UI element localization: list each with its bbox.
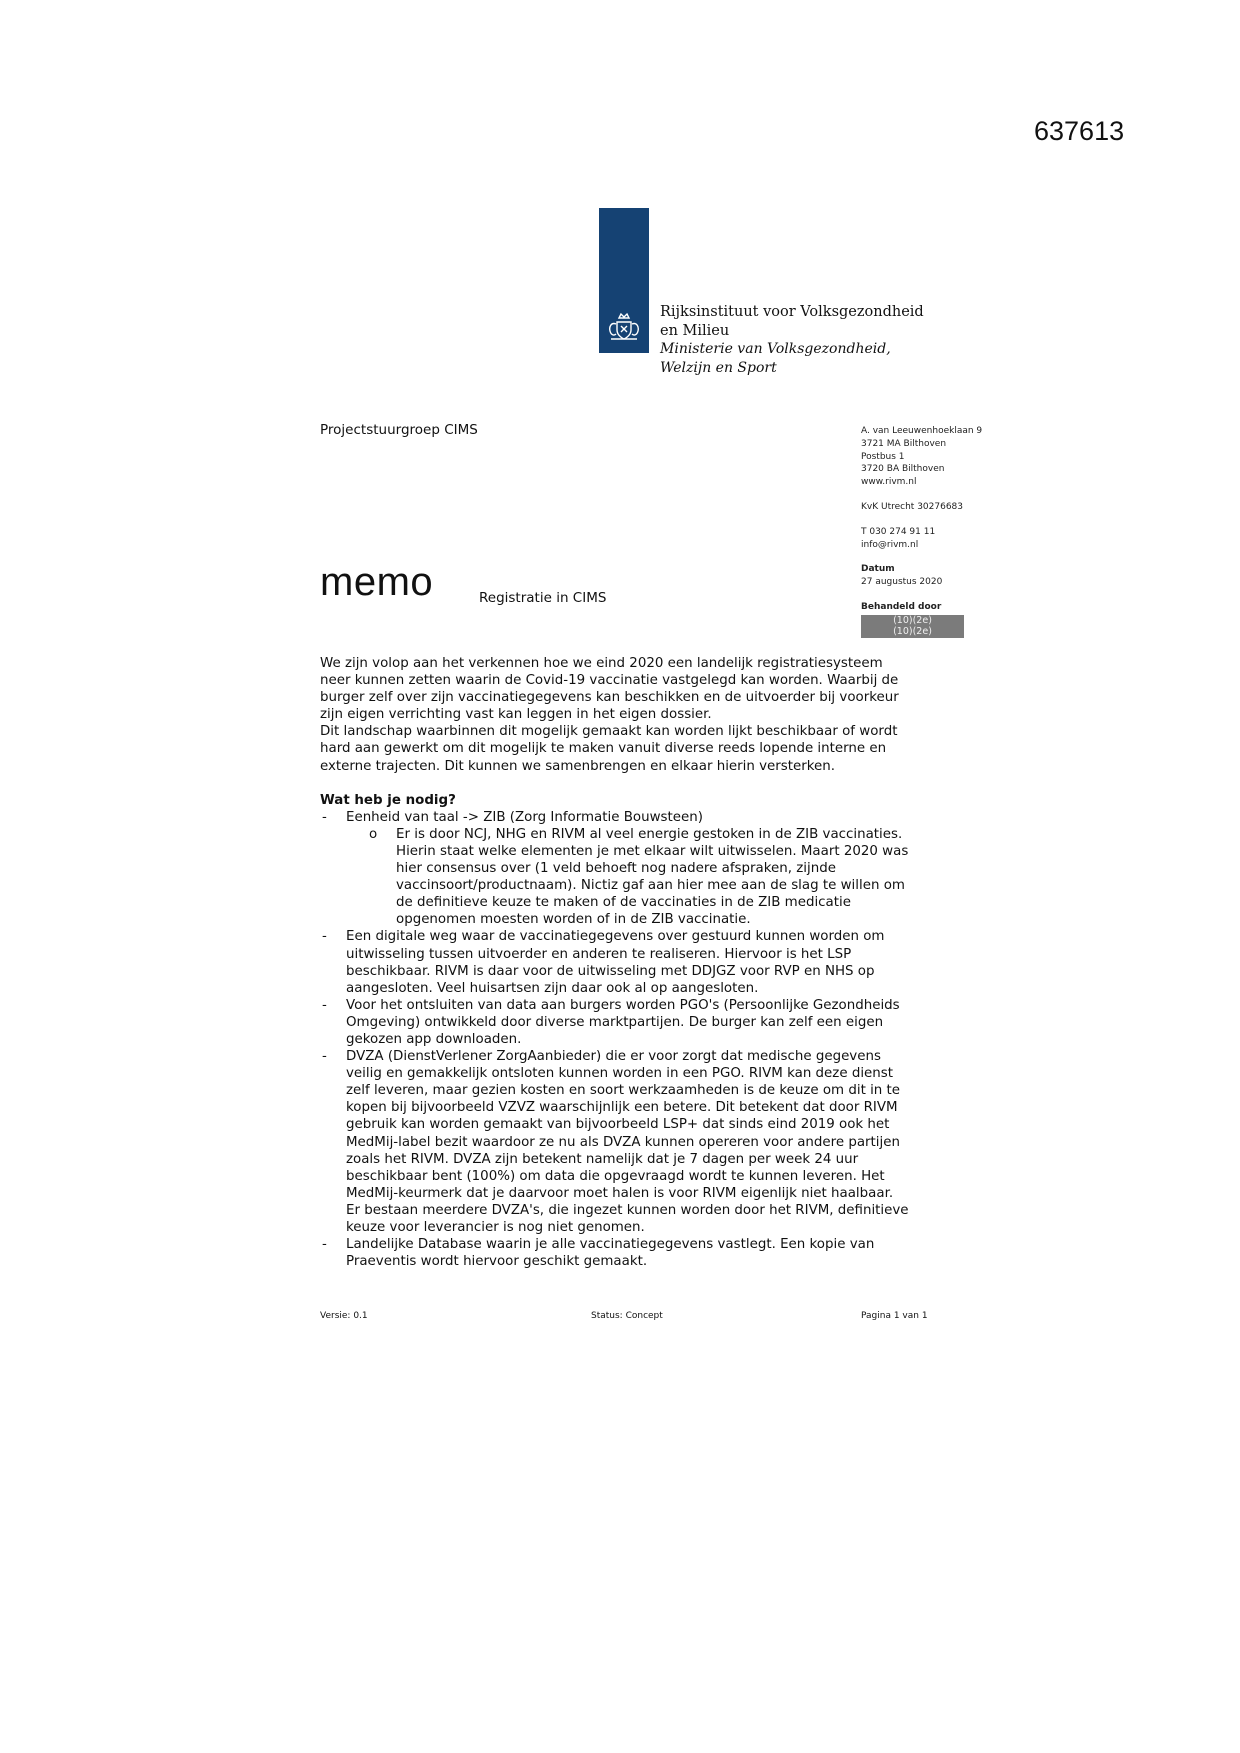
list-item-line: MedMij-keurmerk dat je daarvoor moet halen is voor RIVM eigenlijk niet haalbaar. [346, 1185, 894, 1201]
address-block [861, 425, 982, 638]
list-item [320, 1236, 960, 1270]
list-item-line: Landelijke Database waarin je alle vaccinatiegegevens vastlegt. Een kopie van [346, 1237, 875, 1253]
footer-version: Versie: 0.1 [320, 1311, 368, 1321]
list-item-line: Een digitale weg waar de vaccinatiegegevens over gestuurd kunnen worden om [346, 929, 885, 945]
list-item [320, 928, 960, 996]
address-street: A. van Leeuwenhoeklaan 9 [861, 426, 983, 436]
list-item-line: gekozen app downloaden. [346, 1031, 522, 1047]
intro-line: We zijn volop aan het verkennen hoe we eind 2020 een landelijk registratiesysteem [320, 656, 883, 671]
address-postbus: Postbus 1 [861, 451, 905, 462]
list-item-line: opgenomen moesten worden of in de ZIB vaccinatie. [396, 912, 751, 928]
list-item-line: MedMij-label bezit waardoor ze nu als DVZA kunnen opereren voor andere partijen [346, 1134, 900, 1150]
address-kvk: KvK Utrecht 30276683 [861, 501, 963, 512]
list-item-line: Voor het ontsluiten van data aan burgers worden PGO's (Persoonlijke Gezondheids [346, 997, 900, 1013]
address-website[interactable]: www.rivm.nl [861, 477, 917, 488]
list-item-line: aangesloten. Veel huisartsen zijn daar ook al op aangesloten. [346, 980, 759, 996]
sub-bullet-marker: o [369, 826, 378, 842]
list-item-line: zoals het RIVM. DVZA zijn betekent namelijk dat je 7 dagen per week 24 uur [346, 1151, 859, 1167]
list-item-line: uitwisseling tussen uitvoerder en anderen te realiseren. Hiervoor is het LSP [346, 946, 852, 962]
ministry-line: Welzijn en Sport [660, 359, 777, 376]
list-item-line: de definitieve keuze te maken of de vaccinaties in de ZIB medicatie [396, 895, 851, 911]
handled-by-redaction [861, 615, 964, 638]
list-item-line: Eenheid van taal -> ZIB (Zorg Informatie Bouwsteen) [346, 809, 703, 825]
list-item-line: Er is door NCJ, NHG en RIVM al veel energie gestoken in de ZIB vaccinaties. [396, 826, 903, 842]
handled-by-label: Behandeld door [861, 601, 942, 612]
date-label: Datum [861, 564, 895, 575]
list-item-line: zelf leveren, maar gezien kosten en soort werkzaamheden is de keuze om dit in te [346, 1083, 901, 1099]
list-item-line: Praeventis wordt hiervoor geschikt gemaakt. [346, 1254, 648, 1270]
bullet-marker: - [322, 997, 327, 1013]
intro-line: Dit landschap waarbinnen dit mogelijk gemaakt kan worden lijkt beschikbaar of wordt [320, 724, 898, 740]
address-postal-city: 3721 MA Bilthoven [861, 438, 947, 449]
list-item [320, 997, 960, 1048]
rijksoverheid-logo [599, 208, 649, 353]
list-item-line: beschikbaar bent (100%) om data die opgevraagd wordt te kunnen leveren. Het [346, 1168, 885, 1184]
intro-paragraph [320, 655, 960, 775]
org-name-line: Rijksinstituut voor Volksgezondheid [660, 304, 924, 320]
list-item-line: veilig en gemakkelijk ontsloten kunnen worden in een PGO. RIVM kan deze dienst [346, 1066, 893, 1082]
sub-list-item [320, 826, 960, 929]
list-item-line: DVZA (DienstVerlener ZorgAanbieder) die er voor zorgt dat medische gegevens [346, 1049, 881, 1065]
list-item [320, 1048, 960, 1236]
bullet-marker: - [322, 809, 327, 825]
memo-subject: Registratie in CIMS [479, 590, 607, 606]
list-item-line: Er bestaan meerdere DVZA's, die ingezet kunnen worden door het RIVM, definitieve [346, 1202, 909, 1218]
intro-line: neer kunnen zetten waarin de Covid-19 vaccinatie vastgelegd kan worden. Waarbij de [320, 673, 899, 689]
list-item-line: hier consensus over (1 veld behoeft nog nadere afspraken, zijnde [396, 861, 836, 877]
date-value: 27 augustus 2020 [861, 577, 943, 588]
ministry-line: Ministerie van Volksgezondheid, [660, 341, 891, 357]
memo-body [320, 655, 960, 1270]
memo-title: memo [320, 560, 434, 604]
footer-status: Status: Concept [591, 1311, 663, 1321]
list-item-line: beschikbaar. RIVM is daar voor de uitwisseling met DDJGZ voor RVP en NHS op [346, 963, 875, 979]
intro-line: hard aan gewerkt om dit mogelijk te maken vanuit diverse reeds lopende interne en [320, 741, 887, 757]
intro-line: externe trajecten. Dit kunnen we samenbrengen en elkaar hierin versterken. [320, 758, 836, 774]
intro-line: burger zelf over zijn vaccinatiegegevens kan beschikken en de uitvoerder bij voorkeur [320, 690, 899, 706]
recipient: Projectstuurgroep CIMS [320, 422, 478, 438]
bullet-marker: - [322, 1049, 327, 1065]
list-item-line: Omgeving) ontwikkeld door diverse marktpartijen. De burger kan zelf een eigen [346, 1014, 884, 1030]
list-item-line: Hierin staat welke elementen je met elkaar wilt uitwisselen. Maart 2020 was [396, 843, 909, 859]
list-item-line: vaccinsoort/productnaam). Nictiz gaf aan hier mee aan de slag te willen om [396, 878, 905, 894]
list-item-line: kopen bij bijvoorbeeld VZVZ waarschijnlijk een betere. Dit betekent dat door RIVM [346, 1100, 898, 1116]
redaction-code: (10)(2e) [893, 626, 932, 638]
address-postbus-city: 3720 BA Bilthoven [861, 464, 945, 475]
redaction-code: (10)(2e) [893, 614, 932, 626]
intro-line: zijn eigen verrichting vast kan leggen in het eigen dossier. [320, 707, 712, 723]
section-heading: Wat heb je nodig? [320, 792, 456, 808]
crest-icon [604, 305, 644, 345]
list-item [320, 809, 960, 826]
address-phone: T 030 274 91 11 [861, 526, 936, 537]
list-item-line: gebruik kan worden gemaakt van bijvoorbeeld LSP+ dat sinds eind 2019 ook het [346, 1117, 890, 1133]
list-item-line: keuze voor leverancier is nog niet genomen. [346, 1220, 645, 1235]
footer-page-number: Pagina 1 van 1 [861, 1311, 928, 1321]
bullet-marker: - [322, 929, 327, 945]
organisation-name [660, 303, 924, 377]
document-number: 637613 [1034, 116, 1125, 146]
address-email[interactable]: info@rivm.nl [861, 539, 919, 550]
bullet-marker: - [322, 1237, 327, 1253]
org-name-line: en Milieu [660, 322, 730, 339]
